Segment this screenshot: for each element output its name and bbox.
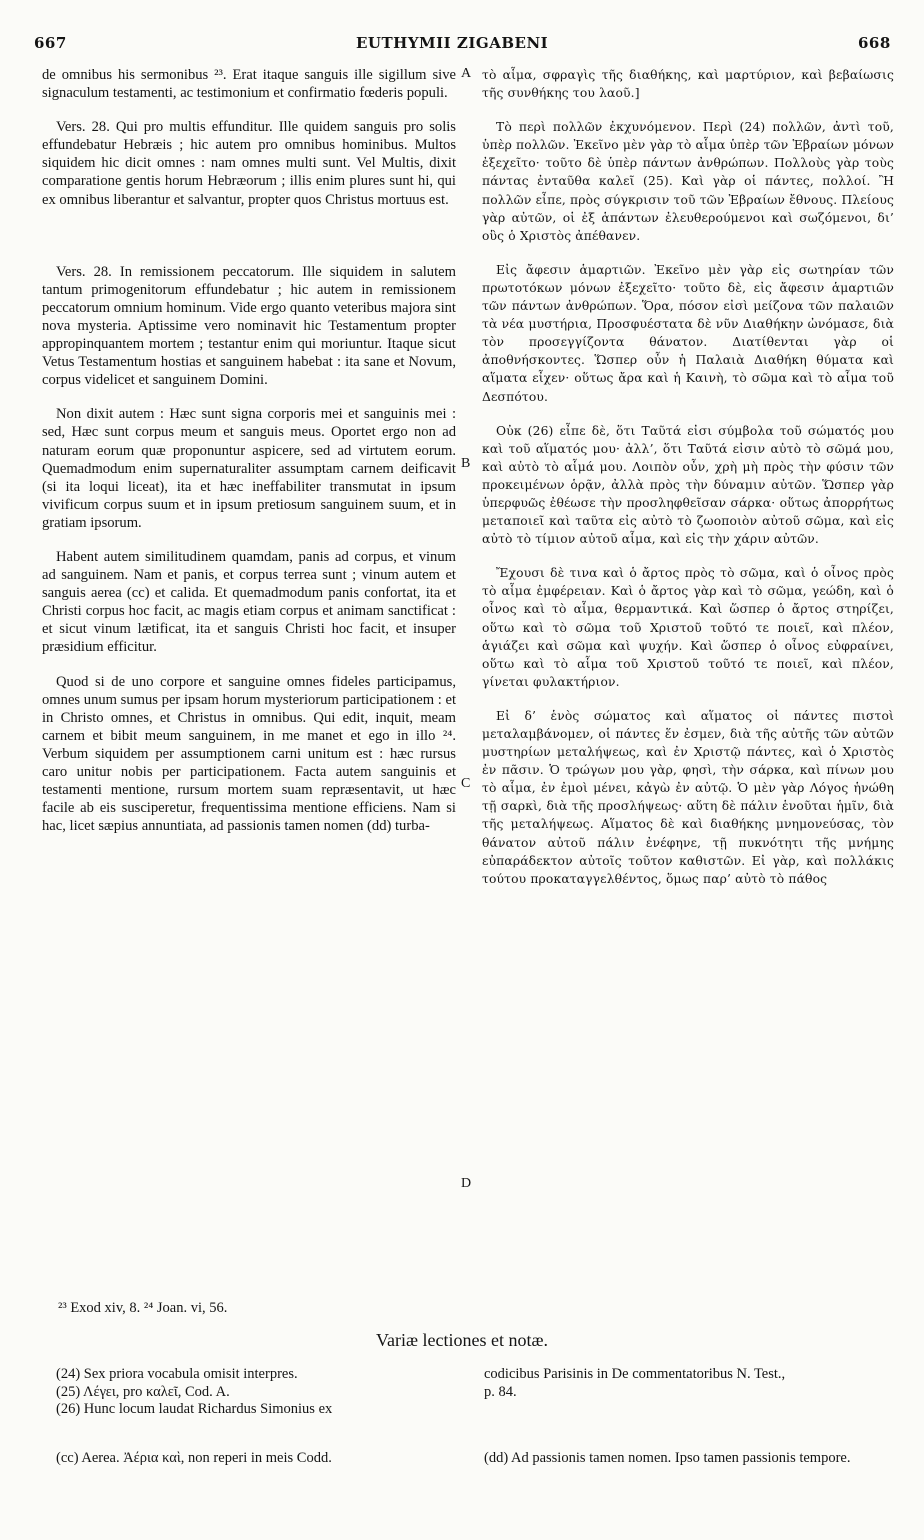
variae-note: (24) Sex priora vocabula omisit interpres. (56, 1366, 298, 1382)
editor-note-dd: (dd) Ad passionis tamen nomen. Ipso tamen passionis tempore. (484, 1450, 851, 1466)
variae-note: codicibus Parisinis in De commentatoribus N. Test., (484, 1366, 786, 1382)
variae-note: p. 84. (484, 1383, 517, 1400)
variae-right (484, 1366, 894, 1401)
right-page-number: 668 (858, 34, 891, 52)
greek-paragraph: Οὐκ (26) εἶπε δὲ, ὅτι Ταῦτά εἰσι σύμβολα τοῦ σώματός μου καὶ τοῦ αἵματός μου· ἀλλ’, ὅτι Ταῦτά εἰσιν αὐτὸ τὸ σῶμά μου, καὶ αὐτὸ τὸ αἷμά μου. Λοιπὸν οὖν, χρὴ μὴ πρὸς τὴν φύσιν τῶν προκειμένων ὁρᾷν, ἀλλὰ πρὸς τὴν δύναμιν αὐτῶν. Ὥσπερ γὰρ ὑπερφυῶς ἐθέωσε τὴν προσληφθεῖσαν σάρκα· οὕτως ἀπορρήτως μεταποιεῖ καὶ ταῦτα εἰς αὐτὸ τὸ ζωοποιὸν αὐτοῦ σῶμα, καὶ εἰς αὐτὸ τὸ τίμιον αὐτοῦ αἷμα, καὶ εἰς τὴν χάριν αὐτῶν. (482, 423, 894, 547)
editor-note-cc: (cc) Aerea. Ἀέρια καὶ, non reperi in meis Codd. (56, 1450, 332, 1466)
greek-paragraph: Τὸ περὶ πολλῶν ἐκχυνόμενον. Περὶ (24) πολλῶν, ἀντὶ τοῦ, ὑπὲρ πολλῶν. Ἐκεῖνο μὲν γὰρ τὸ αἷμα ὑπὲρ τῶν Ἑβραίων μόνων ἐξεχεῖτο· τοῦτο δὲ ὑπὲρ πάντων ἀνθρώπων. Πολλοὺς γὰρ τοὺς πάντας ἐνταῦθα καλεῖ (25). Καὶ γὰρ οἱ πάντες, πολλοί. Ἢ πολλῶν εἶπε, πρὸς σύγκρισιν τοῦ τῶν Ἑβραίων ἔθνους. Πλείους γὰρ αὐτῶν, οἱ ἐξ ἁπάντων ἐλευθερούμενοι καὶ σωζόμενοι, δι’ οὓς ὁ Χριστὸς ἀπέθανεν. (482, 120, 894, 243)
greek-paragraph: Εἰ δ’ ἑνὸς σώματος καὶ αἵματος οἱ πάντες πιστοὶ μεταλαμβάνομεν, οἱ πάντες ἕν ἐσμεν, διὰ τῆς αὐτῆς τῶν αὐτῶν μυστηρίων μεταλήψεως, καὶ ἐν Χριστῷ πάντες, καὶ ὁ Χριστὸς ἐν πᾶσιν. Ὁ τρώγων μου γὰρ, φησὶ, τὴν σάρκα, καὶ πίνων μου τὸ αἷμα, ἐν ἐμοὶ μένει, κἀγὼ ἐν αὐτῷ. Ὁ μὲν γὰρ Λόγος ἡνώθη τῇ σαρκὶ, διὰ τῆς προσλήψεως· αὕτη δὲ πάλιν ἑνοῦται ἡμῖν, διὰ τῆς μεταλήψεως. Αἵματος δὲ καὶ διαθήκης μνημονεύσας, τὸν θάνατον αὐτοῦ πάλιν ἐνέφηνε, τῇ πυκνότητι τῆς μνήμης εὐπαράδεκτον αὐτοῖς τοῦτον καθιστῶν. Εἰ γὰρ, καὶ πολλάκις τούτου προκαταγγελθέντος, ὅμως παρ’ αὐτὸ τὸ πάθος (482, 708, 894, 886)
greek-paragraph: τὸ αἷμα, σφραγὶς τῆς διαθήκης, καὶ μαρτύριον, καὶ βεβαίωσις τῆς συνθήκης του λαοῦ.] (482, 68, 894, 101)
latin-paragraph: Quod si de uno corpore et sanguine omnes fideles participamus, omnes unum sumus per ipsam horum mysteriorum participationem : et in Christo omnes, et Christus in omnibus. Qui edit, inquit, meam carnem et bibit meum sanguinem, in me manet et ego in illo ²⁴. Verbum siquidem per assumptionem carni unitum est : hæc rursus caro unitur nobis per participationem. Facta autem sanguinis et testamenti mentione, rursum mortem suam repræsentavit, ut hæc facile ab eis susciperetur, frequentissima mentione efficiens. Nam si hac, licet sæpius annuntiata, ad passionis tamen nomen (dd) turba- (42, 673, 456, 835)
greek-paragraph: Ἔχουσι δὲ τινα καὶ ὁ ἄρτος πρὸς τὸ σῶμα, καὶ ὁ οἶνος πρὸς τὸ αἷμα ἐμφέρειαν. Καὶ ὁ ἄρτος γὰρ καὶ τὸ σῶμα, γεώδη, καὶ ὁ οἶνος καὶ τὸ αἷμα, θερμαντικά. Καὶ ὥσπερ ὁ ἄρτος στηρίζει, οὕτω καὶ τὸ σῶμα τοῦ Χριστοῦ τοῦτό τε ποιεῖ, καὶ πλέον, ἁγιάζει καὶ σῶμα καὶ ψυχήν. Καὶ ὥσπερ ὁ οἶνος εὐφραίνει, οὕτω καὶ τὸ αἷμα τοῦ Χριστοῦ τοῦτό τε ποιεῖ, καὶ πλέον, γίνεται φυλακτήριον. (482, 566, 894, 689)
variae-title: Variæ lectiones et notæ. (376, 1330, 548, 1350)
variae-note: (25) Λέγει, pro καλεῖ, Cod. A. (56, 1383, 230, 1400)
greek-column (482, 66, 894, 904)
latin-paragraph: Non dixit autem : Hæc sunt signa corporis mei et sanguinis mei : sed, Hæc sunt corpus meum et sanguis meus. Oportet ergo non ad naturam eorum quæ proponuntur aspicere, sed ad virtutem eorum. Quemadmodum enim supernaturaliter assumptam carnem deificavit (si ita loqui liceat), ita et hæc ineffabiliter transmutat in ipsum vivificum corpus suum et in ipsum pretiosum sanguinem suum, et in gratiam ipsorum. (42, 406, 456, 531)
header-title: EUTHYMII ZIGABENI (356, 34, 549, 52)
latin-paragraph: Vers. 28. In remissionem peccatorum. Ille siquidem in salutem tantum primogenitorum effundebatur ; hic autem in remissionem peccatorum omnium hominum. Vide ergo quanto veteribus majora sint nova mysteria. Aptissime vero nominavit hic Testamentum propter appropinquantem mortem ; testantur enim qui moriuntur. Itaque sicut Vetus Testamentum hostias et sanguinem habebat : ita sane et Novum, corpus videlicet et sanguinem Domini. (42, 263, 456, 389)
scripture-footnotes: ²³ Exod xiv, 8. ²⁴ Joan. vi, 56. (58, 1300, 228, 1316)
margin-letter-a: A (461, 66, 472, 81)
variae-note: (26) Hunc locum laudat Richardus Simonius ex (56, 1401, 333, 1418)
latin-paragraph: de omnibus his sermonibus ²³. Erat itaque sanguis ille sigillum sive signaculum testamenti, ac testimonium et confirmatio fœderis populi. (42, 67, 456, 102)
margin-letter-b: B (461, 456, 471, 471)
latin-paragraph: Vers. 28. Qui pro multis effunditur. Ille quidem sanguis pro solis effundebatur Hebræis ; hic autem pro omnibus hominibus. Multos siquidem hic dicit omnes : nam omnes multi sunt. Vel Multis, dixit comparatione gentis horum Hebræorum ; illis enim plures sunt hi, qui ex omnibus liberantur et salvantur, propter quos Christus mortuus est. (42, 119, 456, 208)
left-page-number: 667 (34, 34, 67, 52)
variae-left (56, 1366, 456, 1419)
margin-letter-c: C (461, 776, 471, 791)
latin-column (42, 66, 456, 851)
greek-paragraph: Εἰς ἄφεσιν ἁμαρτιῶν. Ἐκεῖνο μὲν γὰρ εἰς σωτηρίαν τῶν πρωτοτόκων μόνων ἐξεχεῖτο· τοῦτο δὲ, εἰς ἄφεσιν ἁμαρτιῶν τῶν πάντων ἀνθρώπων. Ὅρα, πόσον εἰσὶ μείζονα τῶν παλαιῶν τὰ νέα μυστήρια, Προσφυέστατα δὲ νῦν Διαθήκην ὠνόμασε, διὰ τὸν προσεγγίζοντα θάνατον. Διατίθενται γὰρ οἱ ἀποθνήσκοντες. Ὥσπερ οὖν ἡ Παλαιὰ Διαθήκη θύματα καὶ αἵματα εἶχεν· οὕτως ἄρα καὶ ἡ Καινὴ, τὸ σῶμα καὶ τὸ αἷμα τοῦ Δεσπότου. (482, 262, 894, 404)
latin-paragraph: Habent autem similitudinem quamdam, panis ad corpus, et vinum ad sanguinem. Nam et panis, et corpus terrea sunt ; vinum autem et sanguis aerea (cc) et calida. Et quemadmodum panis confortat, ita et Christi corpus hoc facit, ac magis etiam corpus et animam sanctificat : et sicut vinum lætificat, ita et sanguis Christi hoc facit, et insuper præsidium efficitur. (42, 548, 456, 656)
margin-letter-d: D (461, 1176, 472, 1191)
